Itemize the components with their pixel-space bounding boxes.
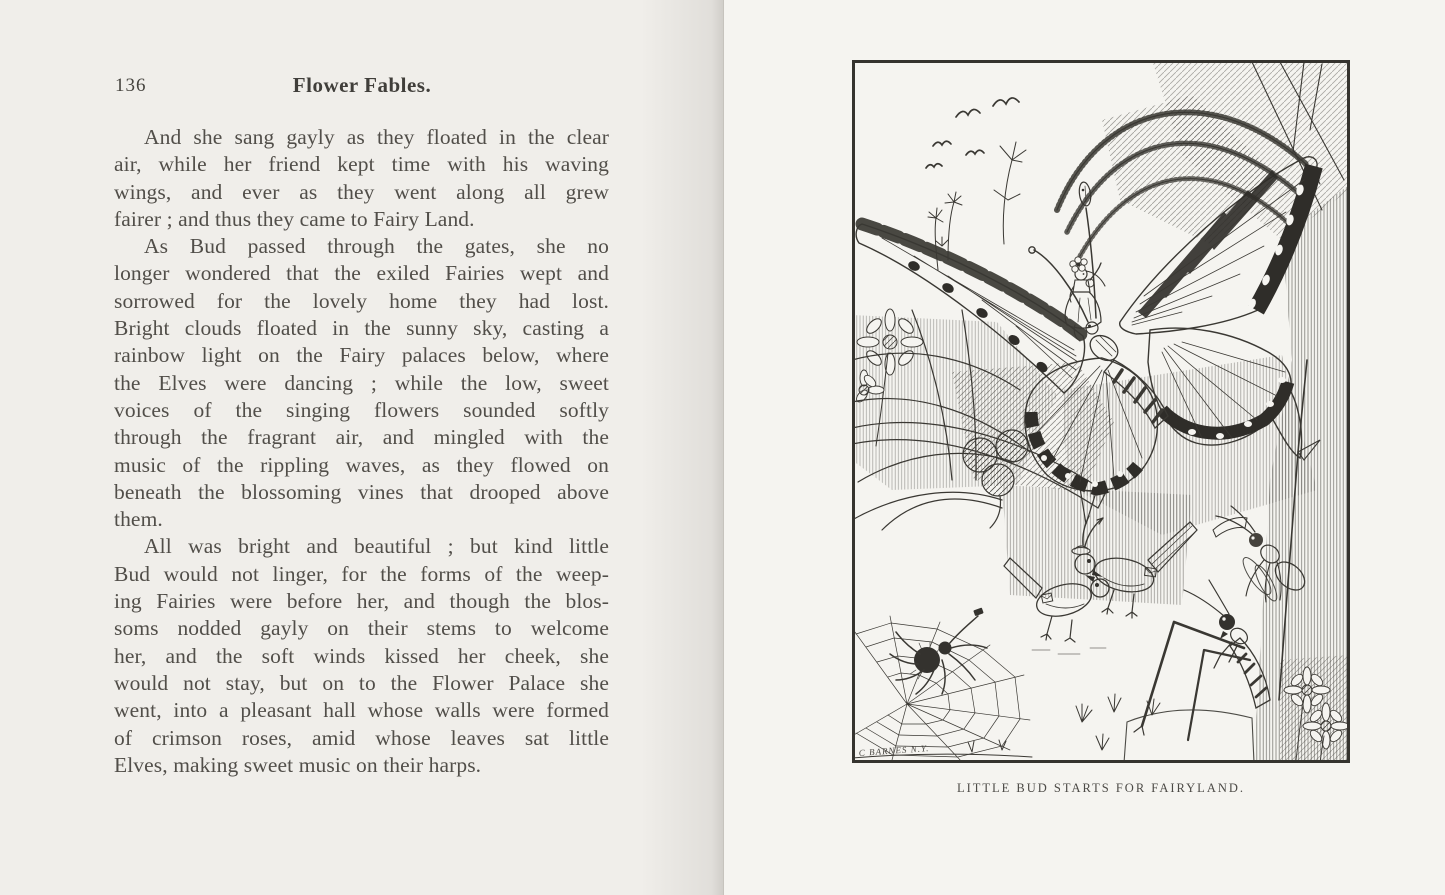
page-number: 136 [115,75,147,96]
text-line: the Elves were dancing ; while the low, sweet [114,370,609,395]
text-line: soms nodded gayly on their stems to welcome [114,616,609,641]
text-line: longer wondered that the exiled Fairies wept and [114,261,609,286]
text-line: All was bright and beautiful ; but kind little [144,534,609,559]
text-line: And she sang gayly as they floated in the clear [144,125,609,149]
text-line: rainbow light on the Fairy palaces below, where [114,343,609,368]
text-line: music of the rippling waves, as they flowed on [114,452,609,477]
illustration-svg [852,60,1350,763]
text-line: Elves, making sweet music on their harps. [114,752,482,777]
text-line: would not stay, but on to the Flower Palace she [114,670,609,695]
text-line: beneath the blossoming vines that drooped above [114,479,609,504]
illustration-plate [852,60,1350,763]
text-line: fairer ; and thus they came to Fairy Land. [114,206,475,231]
text-line: wings, and ever as they went along all grew [114,179,609,204]
artist-signature: C BARNES N.Y. [858,743,930,758]
body-text [114,124,609,779]
text-line: sorrowed for the lovely home they had lost. [114,288,609,313]
text-line: of crimson roses, amid whose leaves sat little [114,725,609,750]
text-line: Bright clouds floated in the sunny sky, casting a [114,316,609,341]
gutter-shadow [640,0,724,895]
text-line: Bud would not linger, for the forms of the weep- [114,561,609,586]
text-line: went, into a pleasant hall whose walls were formed [114,698,609,723]
illustration-caption: LITTLE BUD STARTS FOR FAIRYLAND. [956,781,1246,795]
running-header: Flower Fables. [292,73,432,97]
text-line: As Bud passed through the gates, she no [144,234,609,259]
text-line: voices of the singing flowers sounded softly [114,397,609,422]
text-line: ing Fairies were before her, and though the blos- [114,589,609,614]
text-line: them. [114,507,163,532]
text-line: her, and the soft winds kissed her cheek, she [114,643,609,668]
text-line: through the fragrant air, and mingled with the [114,425,609,450]
text-line: air, while her friend kept time with his waving [114,152,609,177]
